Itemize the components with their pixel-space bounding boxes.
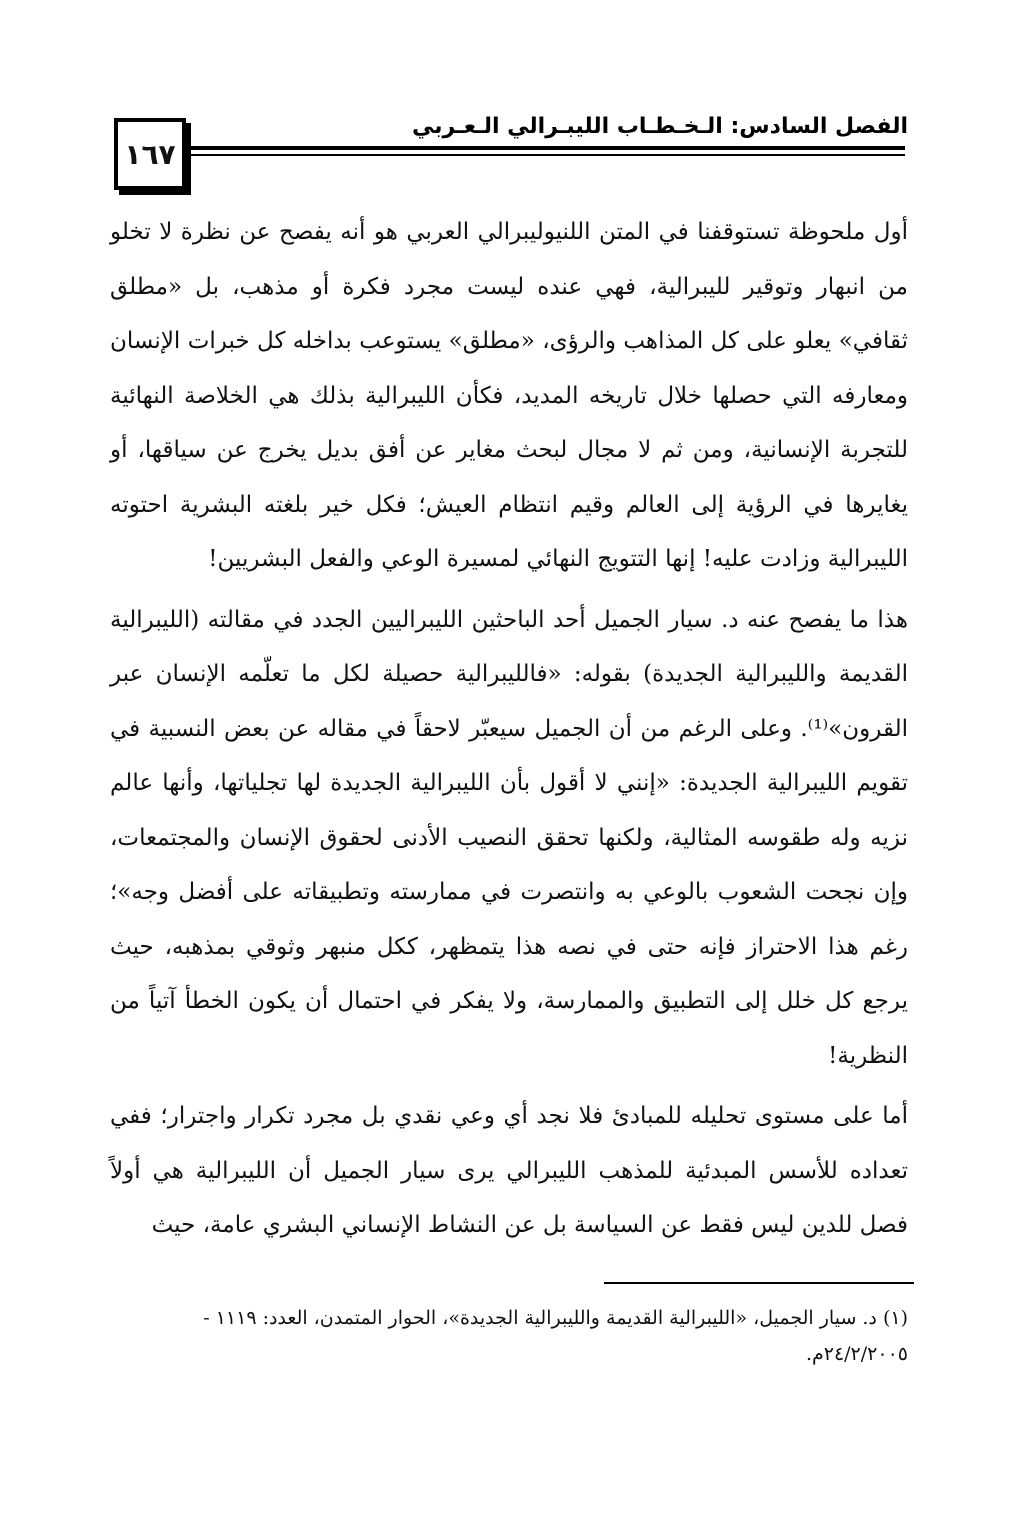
- chapter-header-title: الفصل السادس: الـخـطـاب الليبـرالي الـعـربي: [412, 114, 908, 139]
- footnote-1: (١) د. سيار الجميل، «الليبرالية القديمة والليبرالية الجديدة»، الحوار المتمدن، العدد: ١١١٩ - ٢٤/٢/٢٠٠٥م.: [203, 1307, 908, 1365]
- body-text: [110, 205, 908, 1253]
- paragraph-2: هذا ما يفصح عنه د. سيار الجميل أحد الباحثين الليبراليين الجدد في مقالته (الليبرالية القديمة والليبرالية الجديدة) بقوله: «فالليبرالية حصيلة لكل ما تعلّمه الإنسان عبر القرون»⁽¹⁾. وعلى الرغم من أن الجميل سيعبّر لاحقاً في مقاله عن بعض النسبية في تقويم الليبرالية الجديدة: «إنني لا أقول بأن الليبرالية الجديدة لها تجلياتها، وأنها عالم نزيه وله طقوسه المثالية، ولكنها تحقق النصيب الأدنى لحقوق الإنسان والمجتمعات، وإن نجحت الشعوب بالوعي به وانتصرت في ممارسته وتطبيقاته على أفضل وجه»؛ رغم هذا الاحتراز فإنه حتى في نصه هذا يتمظهر، ككل منبهر وثوقي بمذهبه، حيث يرجع كل خلل إلى التطبيق والممارسة، ولا يفكر في احتمال أن يكون الخطأ آتياً من النظرية!: [110, 606, 908, 1069]
- footnote-separator: [604, 1282, 914, 1284]
- page-number: ١٦٧: [114, 118, 186, 190]
- paragraph-3: أما على مستوى تحليله للمبادئ فلا نجد أي وعي نقدي بل مجرد تكرار واجترار؛ ففي تعداده للأسس المبدئية للمذهب الليبرالي يرى سيار الجميل أن الليبرالية هي أولاً فصل للدين ليس فقط عن السياسة بل عن النشاط الإنساني البشري عامة، حيث: [110, 1103, 908, 1238]
- header-rule-thick: [185, 146, 905, 150]
- paragraph-1: أول ملحوظة تستوقفنا في المتن اللنيوليبرالي العربي هو أنه يفصح عن نظرة لا تخلو من انبهار وتوقير لليبرالية، فهي عنده ليست مجرد فكرة أو مذهب، بل «مطلق ثقافي» يعلو على كل المذاهب والرؤى، «مطلق» يستوعب بداخله كل خبرات الإنسان ومعارفه التي حصلها خلال تاريخه المديد، فكأن الليبرالية بذلك هي الخلاصة النهائية للتجربة الإنسانية، ومن ثم لا مجال لبحث مغاير عن أفق بديل يخرج عن سياقها، أو يغايرها في الرؤية إلى العالم وقيم انتظام العيش؛ فكل خير بلغته البشرية احتوته الليبرالية وزادت عليه! إنها التتويج النهائي لمسيرة الوعي والفعل البشريين!: [110, 219, 908, 572]
- header-rule-thin: [185, 154, 905, 156]
